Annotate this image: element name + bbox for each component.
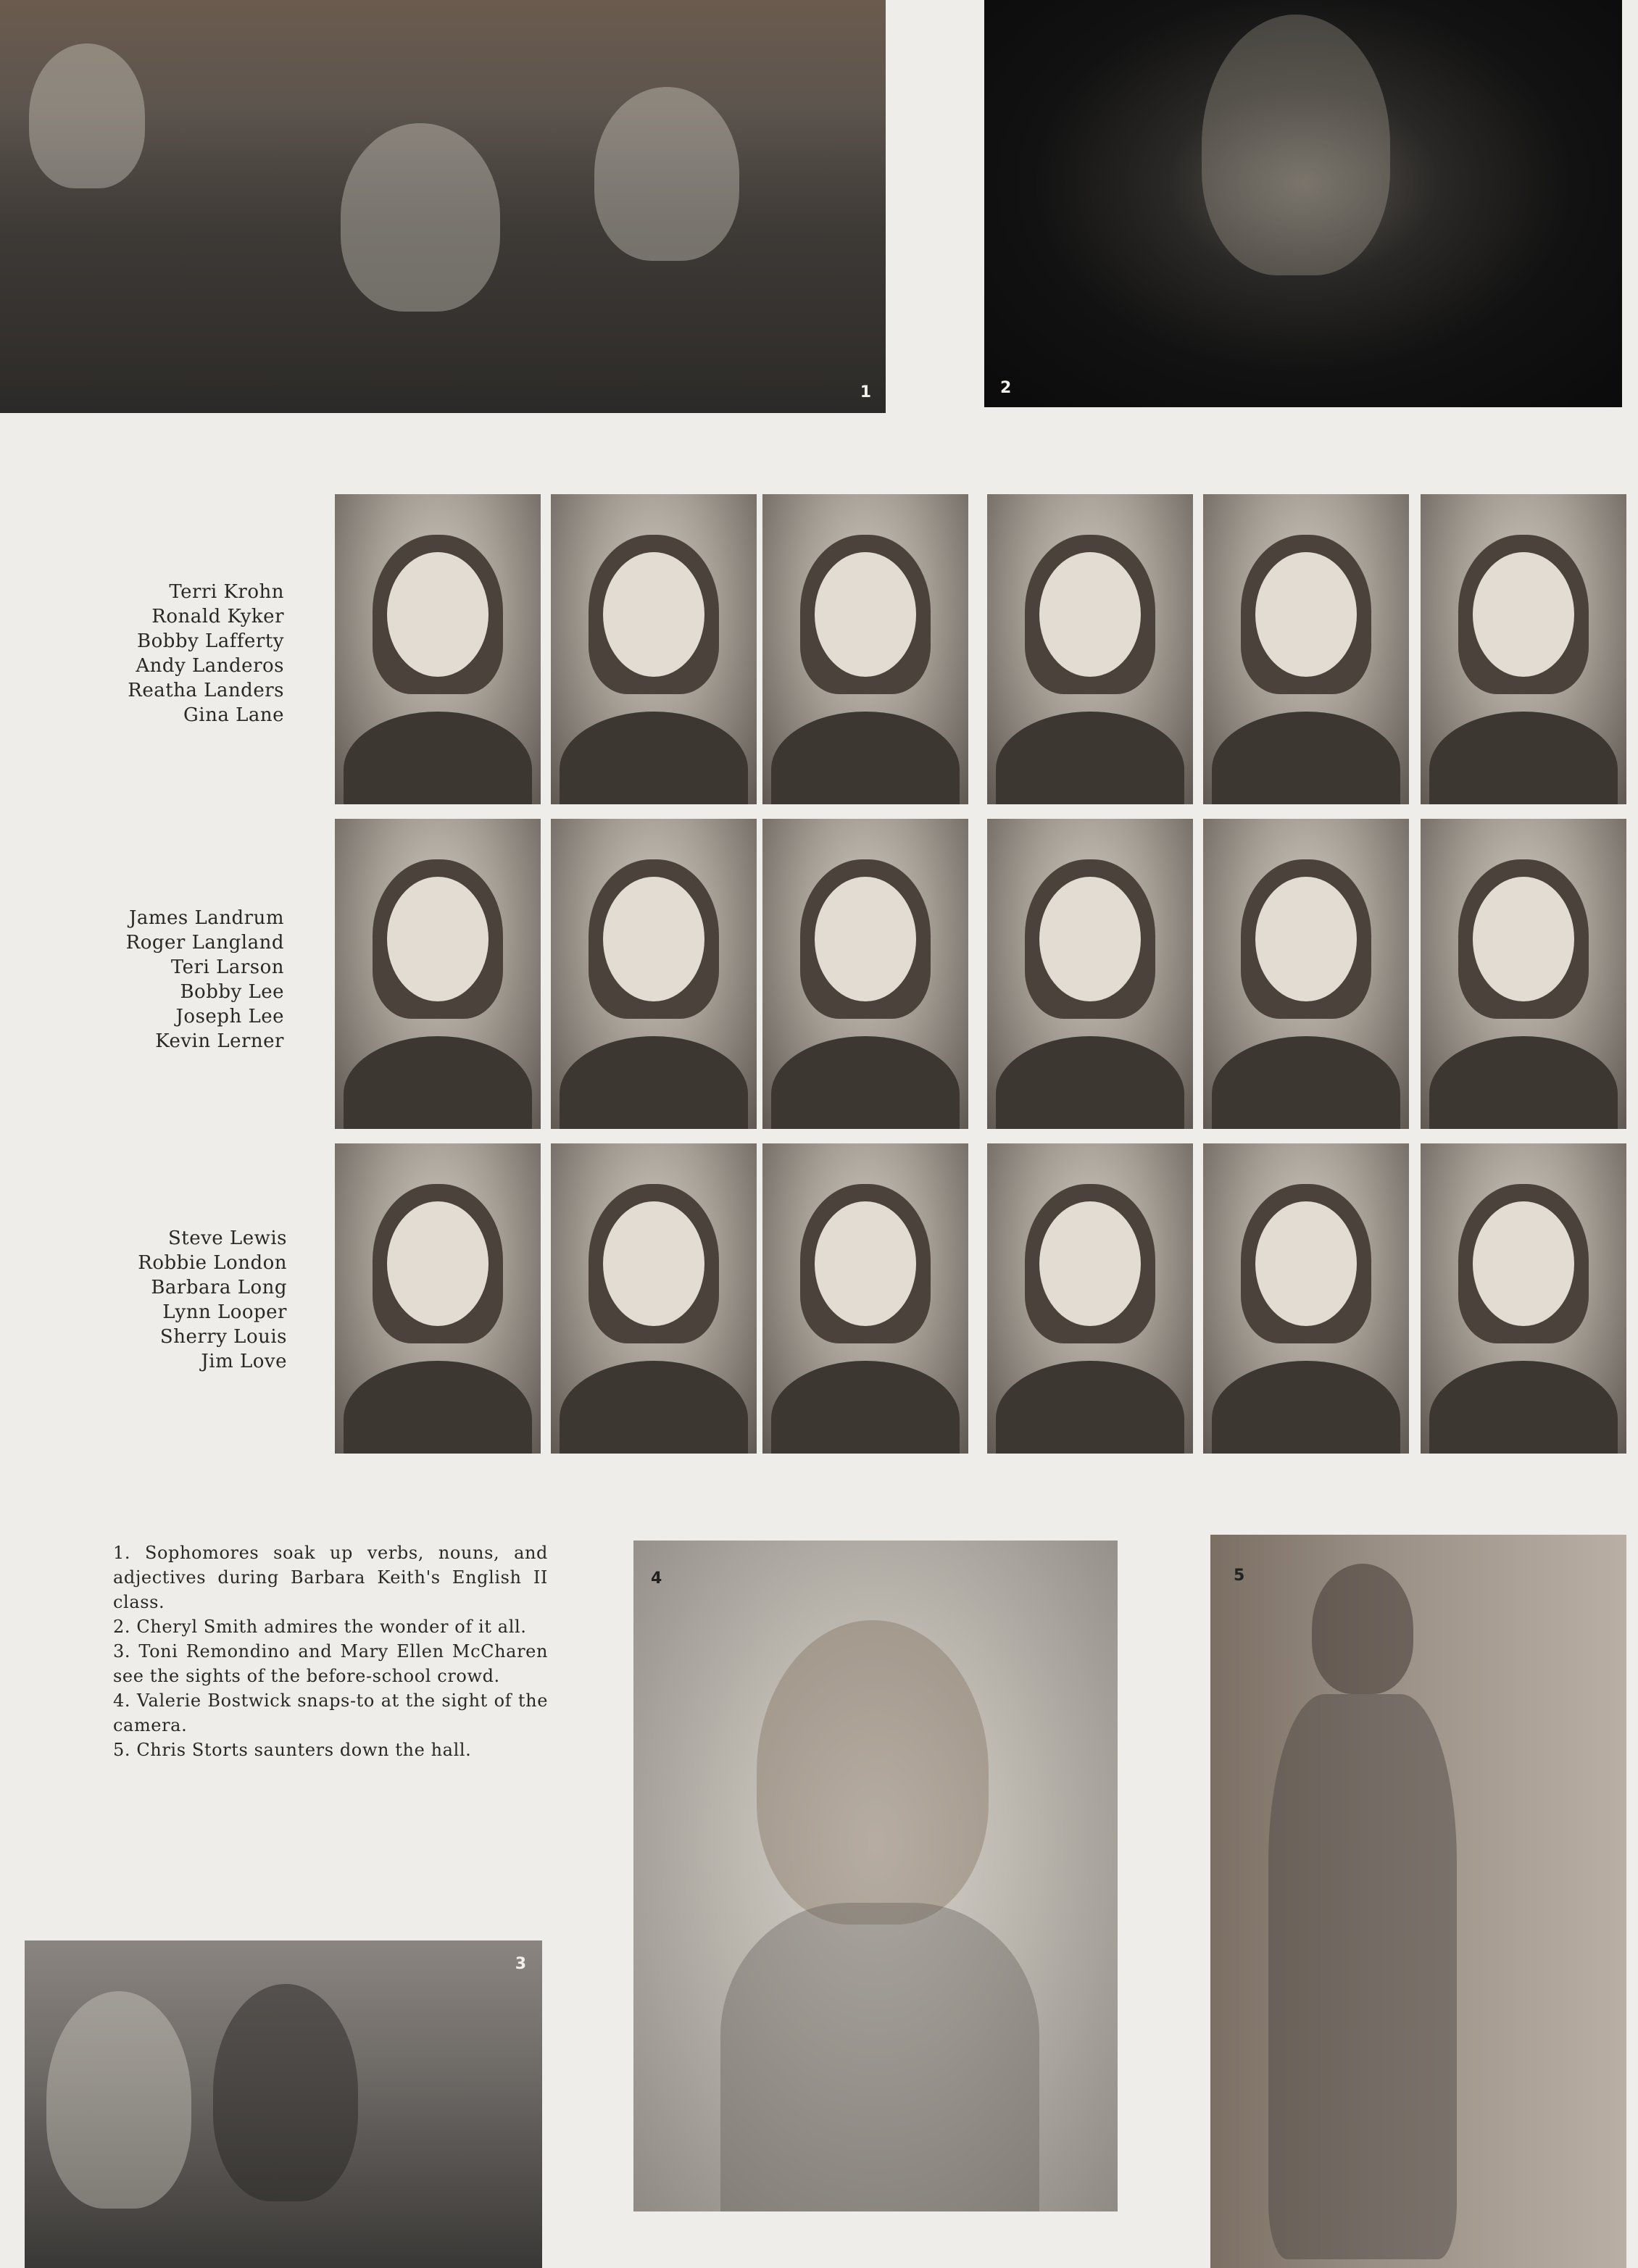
student-portrait [551, 819, 757, 1129]
candid-photo-girl-plaid [633, 1541, 1118, 2211]
student-name: Joseph Lee [175, 1006, 284, 1027]
student-portrait [1203, 819, 1409, 1129]
student-portrait [762, 819, 968, 1129]
student-portrait [987, 1143, 1193, 1454]
student-name: Reatha Landers [128, 680, 284, 701]
student-portrait [762, 1143, 968, 1454]
name-list-row-1 [67, 580, 284, 727]
student-name: Robbie London [138, 1252, 287, 1274]
caption: 1. Sophomores soak up verbs, nouns, and adjectives during Barbara Keith's English II class. [113, 1543, 548, 1612]
student-name: Gina Lane [183, 704, 284, 726]
candid-photo-hallway-crowd [25, 1940, 542, 2268]
student-name: Steve Lewis [167, 1227, 287, 1249]
student-portrait [1421, 494, 1626, 804]
name-list-row-3 [70, 1226, 287, 1374]
photo-captions [113, 1541, 548, 1762]
name-list-row-2 [67, 906, 284, 1054]
student-portrait [1421, 819, 1626, 1129]
student-name: Sherry Louis [159, 1326, 287, 1348]
student-portrait [335, 494, 541, 804]
caption: 3. Toni Remondino and Mary Ellen McCharen see the sights of the before-school crowd. [113, 1641, 548, 1686]
caption: 5. Chris Storts saunters down the hall. [113, 1740, 472, 1760]
student-portrait [762, 494, 968, 804]
candid-photo-classroom [0, 0, 886, 413]
student-name: James Landrum [128, 907, 284, 929]
student-name: Bobby Lee [180, 981, 284, 1003]
student-portrait [551, 1143, 757, 1454]
student-name: Lynn Looper [162, 1301, 287, 1323]
caption: 4. Valerie Bostwick snaps-to at the sight of the camera. [113, 1690, 548, 1735]
photo-number: 4 [651, 1569, 662, 1588]
student-name: Roger Langland [125, 932, 284, 954]
student-portrait [1203, 494, 1409, 804]
student-portrait [1421, 1143, 1626, 1454]
photo-number: 3 [515, 1955, 526, 1973]
student-portrait [551, 494, 757, 804]
student-name: Bobby Lafferty [137, 630, 284, 652]
student-name: Andy Landeros [136, 655, 284, 677]
student-portrait [1203, 1143, 1409, 1454]
photo-number: 5 [1234, 1567, 1245, 1585]
student-portrait [987, 819, 1193, 1129]
student-name: Barbara Long [151, 1277, 287, 1298]
student-portrait [335, 819, 541, 1129]
candid-photo-boy-overalls [1210, 1535, 1626, 2268]
student-name: Kevin Lerner [155, 1030, 284, 1052]
photo-number: 1 [860, 383, 871, 401]
student-portrait [335, 1143, 541, 1454]
photo-number: 2 [1000, 379, 1012, 397]
candid-photo-girl-dark [984, 0, 1622, 407]
student-name: Jim Love [201, 1351, 287, 1372]
student-name: Ronald Kyker [151, 606, 284, 628]
student-name: Teri Larson [170, 956, 284, 978]
student-portrait [987, 494, 1193, 804]
caption: 2. Cheryl Smith admires the wonder of it all. [113, 1617, 527, 1637]
student-name: Terri Krohn [169, 581, 284, 603]
